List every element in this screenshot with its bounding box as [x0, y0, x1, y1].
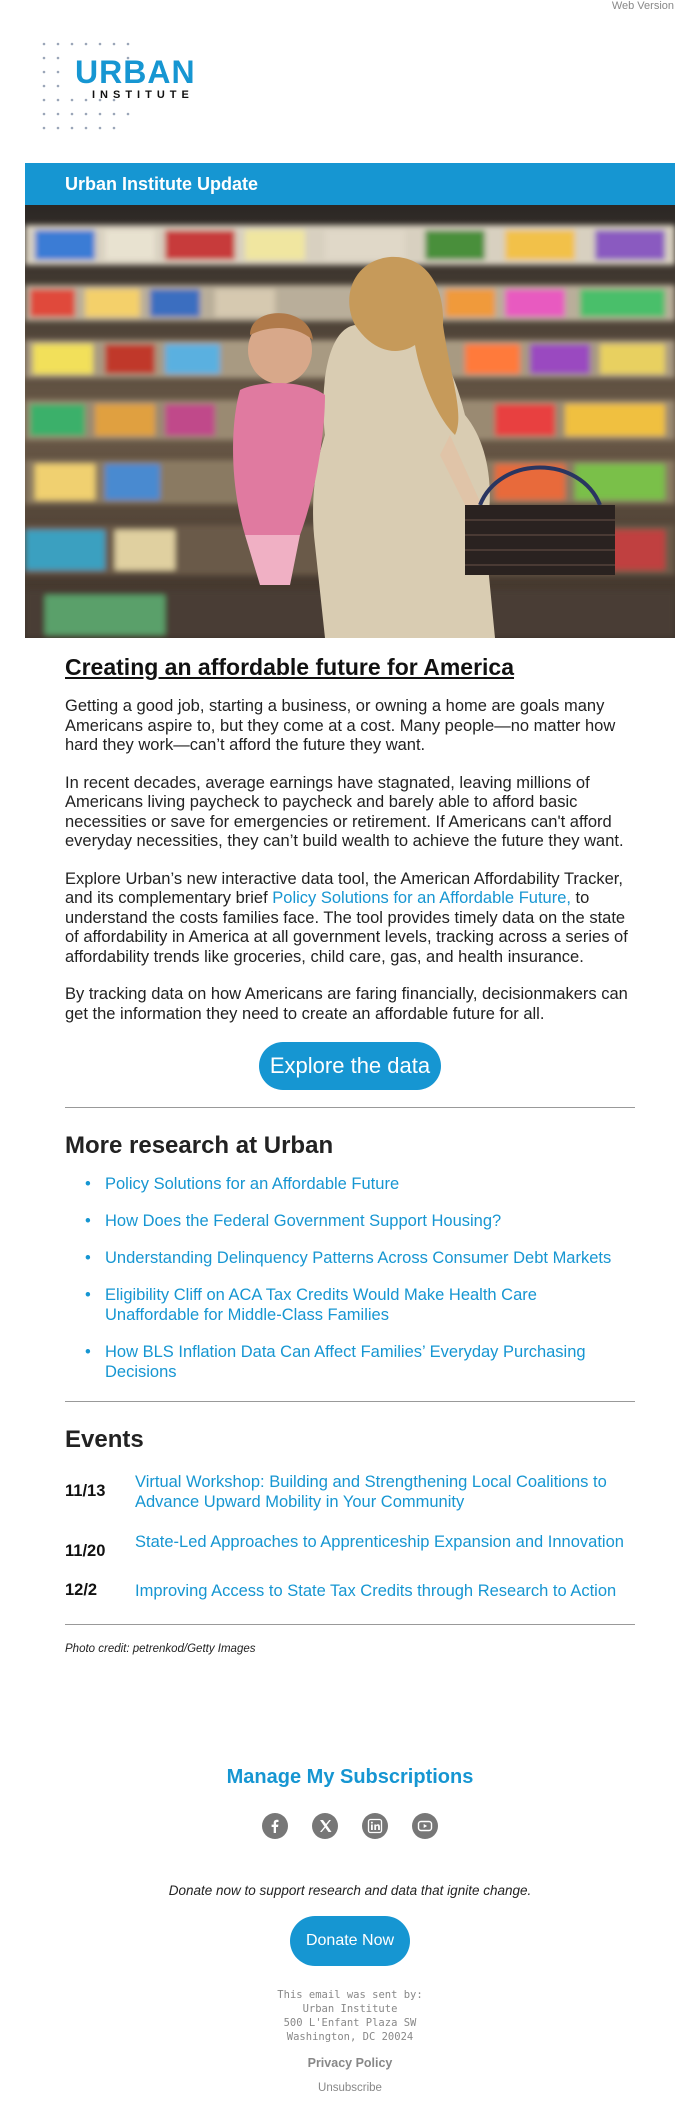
- event-link[interactable]: Virtual Workshop: Building and Strengthening Local Coalitions to Advance Upward Mobility in Your Community: [135, 1473, 607, 1511]
- event-link[interactable]: Improving Access to State Tax Credits through Research to Action: [135, 1582, 617, 1600]
- urban-institute-logo[interactable]: [40, 40, 220, 140]
- donate-container: [0, 1916, 700, 1966]
- sender-address-line-1: 500 L'Enfant Plaza SW: [283, 2017, 417, 2029]
- section-divider: [65, 1401, 635, 1402]
- linkedin-icon[interactable]: [362, 1813, 388, 1839]
- research-section-title: More research at Urban: [65, 1132, 334, 1159]
- unsubscribe-link[interactable]: Unsubscribe: [318, 2082, 382, 2094]
- social-links: [0, 1813, 700, 1839]
- article-paragraph-1: Getting a good job, starting a business, or owning a home are goals many Americans aspire to, but they come at a cost. Many people—no matter how hard they work—can’t afford the future they want.: [65, 697, 616, 754]
- research-list: [103, 1174, 635, 1382]
- event-link[interactable]: State-Led Approaches to Apprenticeship Expansion and Innovation: [135, 1533, 624, 1551]
- x-icon[interactable]: [312, 1813, 338, 1839]
- hero-image[interactable]: [25, 205, 675, 638]
- main-content: [65, 650, 635, 1655]
- section-divider: [65, 1624, 635, 1625]
- section-divider: [65, 1107, 635, 1108]
- policy-solutions-link[interactable]: Policy Solutions for an Affordable Future,: [272, 889, 571, 907]
- research-link[interactable]: • Understanding Delinquency Patterns Across Consumer Debt Markets: [103, 1248, 635, 1268]
- research-link[interactable]: • Eligibility Cliff on ACA Tax Credits Would Make Health Care Unaffordable for Middle-Class Families: [103, 1285, 635, 1325]
- event-date: 11/20: [65, 1542, 106, 1560]
- research-link[interactable]: • How BLS Inflation Data Can Affect Families’ Everyday Purchasing Decisions: [103, 1342, 635, 1382]
- footer: [0, 1766, 700, 2094]
- article-headline[interactable]: Creating an affordable future for America: [65, 654, 515, 680]
- logo-institute-text: INSTITUTE: [92, 89, 194, 101]
- events-section-title: Events: [65, 1426, 144, 1453]
- event-row: [65, 1581, 635, 1601]
- paragraph-3-intro: Explore Urban’s new interactive data tool, the American Affordability Tracker, and its complementary brief: [65, 869, 623, 907]
- donate-now-button[interactable]: Donate Now: [290, 1916, 410, 1966]
- cta-container: [65, 1042, 635, 1090]
- banner-title: Urban Institute Update: [65, 174, 259, 194]
- research-link[interactable]: • How Does the Federal Government Support Housing?: [103, 1211, 635, 1231]
- youtube-icon[interactable]: [412, 1813, 438, 1839]
- sent-by-label: This email was sent by:: [277, 1989, 423, 2001]
- explore-data-button[interactable]: Explore the data: [259, 1042, 441, 1090]
- photo-credit: Photo credit: petrenkod/Getty Images: [65, 1643, 256, 1655]
- sender-info: [0, 1988, 700, 2044]
- sender-address-line-2: Washington, DC 20024: [286, 2031, 414, 2043]
- facebook-icon[interactable]: [262, 1813, 288, 1839]
- event-row: [65, 1472, 635, 1512]
- grocery-shelves-illustration: [25, 205, 675, 638]
- newsletter-banner: [25, 163, 675, 205]
- privacy-policy-link[interactable]: Privacy Policy: [307, 2056, 393, 2070]
- article-paragraph-2: In recent decades, average earnings have stagnated, leaving millions of Americans living paycheck to paycheck and barely able to afford basic necessities or save for emergencies or retirement. If Americans can't afford everyday necessities, they can’t build wealth to achieve the future they want.: [65, 773, 624, 850]
- sender-org: Urban Institute: [302, 2003, 398, 2015]
- event-row: [65, 1532, 635, 1561]
- donate-message: Donate now to support research and data that ignite change.: [168, 1883, 532, 1898]
- web-version-link[interactable]: Web Version: [611, 0, 674, 12]
- event-date: 11/13: [65, 1482, 106, 1500]
- manage-subscriptions-link[interactable]: Manage My Subscriptions: [226, 1766, 474, 1788]
- article-paragraph-4: By tracking data on how Americans are faring financially, decisionmakers can get the information they need to create an affordable future for all.: [65, 985, 628, 1023]
- research-link[interactable]: • Policy Solutions for an Affordable Future: [103, 1174, 635, 1194]
- paragraph-3-rest: to understand the costs families face. The tool provides timely data on the state of affordability in America at all government levels, tracking across a series of affordability trends like groceries, child care, gas, and health insurance.: [65, 889, 628, 966]
- logo-urban-text: URBAN: [75, 54, 196, 90]
- event-date: 12/2: [65, 1581, 98, 1599]
- events-list: [65, 1472, 635, 1601]
- article-paragraph-3: [65, 870, 635, 968]
